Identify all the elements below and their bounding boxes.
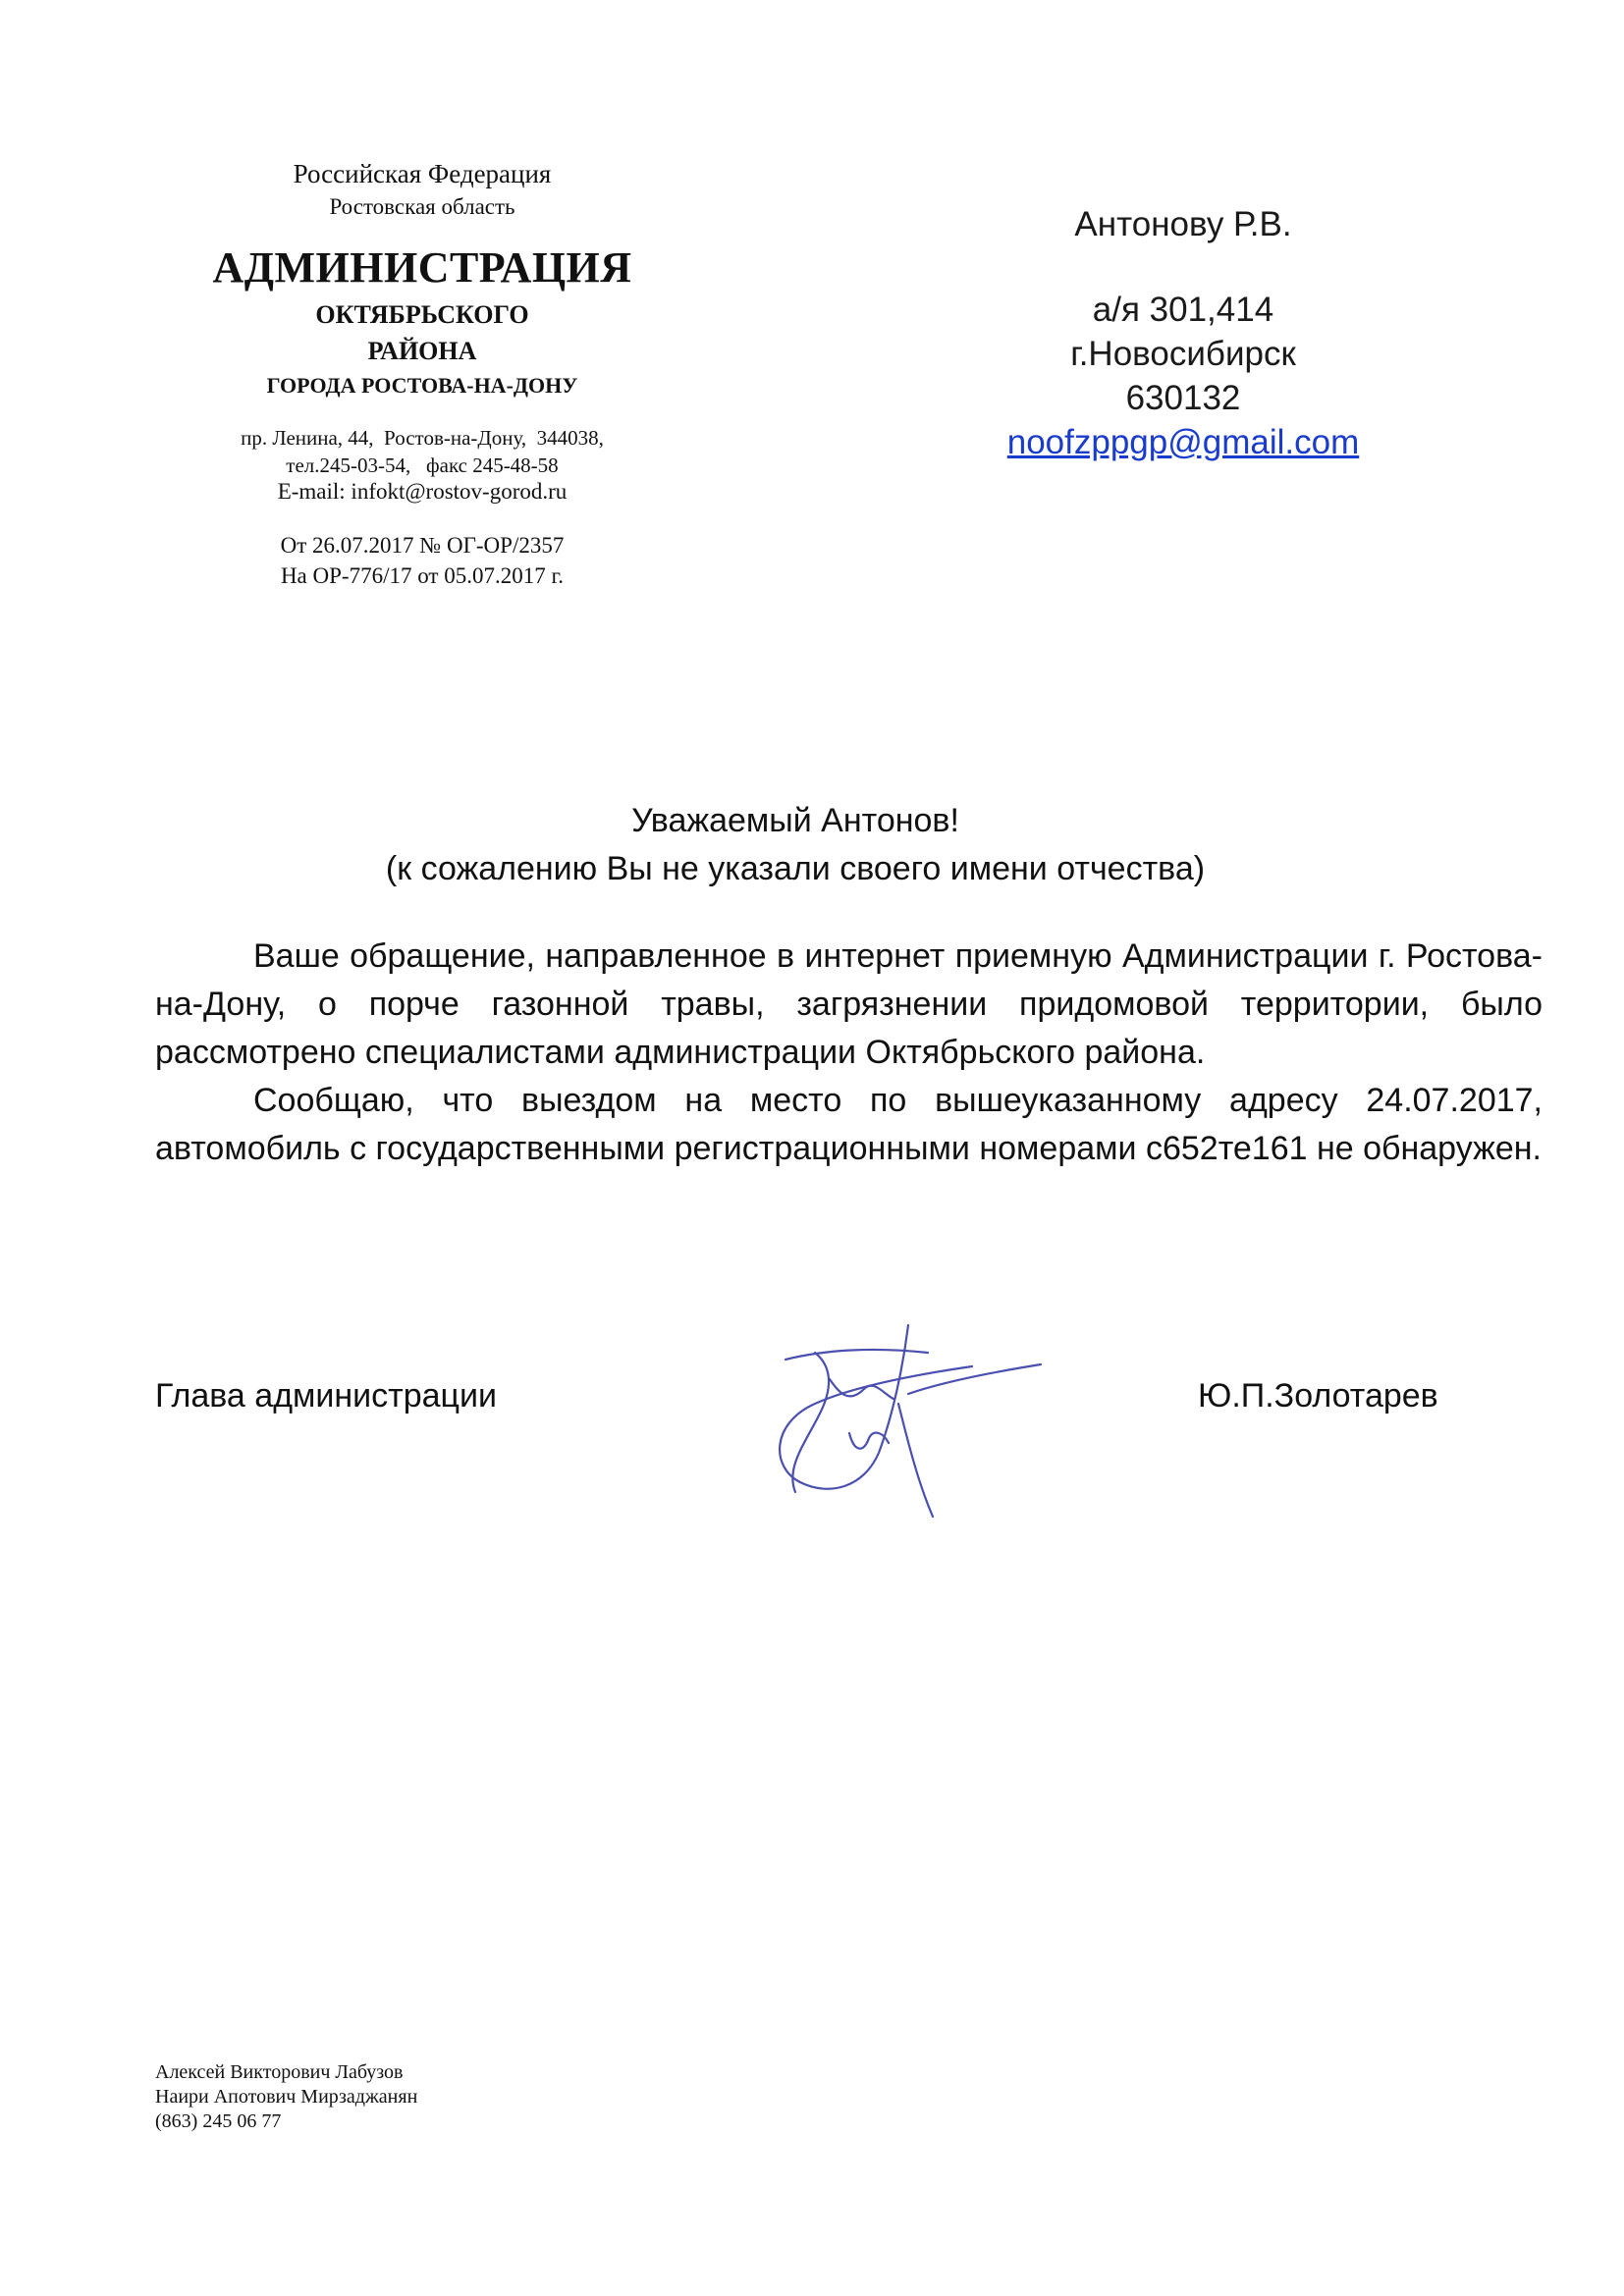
- recipient-email-link[interactable]: noofzppgp@gmail.com: [1006, 423, 1360, 461]
- letterhead-email: E-mail: infokt@rostov-gorod.ru: [277, 479, 568, 504]
- letterhead-reference: [157, 530, 687, 591]
- letterhead-address-line2: тел.245-03-54, факс 245-48-58: [286, 454, 559, 477]
- recipient-city: г.Новосибирск: [1070, 335, 1296, 373]
- letterhead-district-line2: РАЙОНА: [367, 337, 477, 365]
- paragraph-text: Сообщаю, что выездом на место по вышеуказанному адресу 24.07.2017, автомобиль с государственными регистрационными номерами с652те161 не обнаружен.: [155, 1082, 1543, 1167]
- letterhead-org-title: АДМИНИСТРАЦИЯ: [212, 243, 632, 292]
- recipient-po-box: а/я 301,414: [1092, 291, 1274, 329]
- executor-phone: (863) 245 06 77: [155, 2110, 282, 2132]
- letterhead-region: Ростовская область: [329, 194, 515, 219]
- executor-contacts: [155, 2060, 417, 2134]
- letterhead-address-line1: пр. Ленина, 44, Ростов-на-Дону, 344038,: [241, 426, 604, 450]
- handwritten-signature: [746, 1306, 1060, 1531]
- salutation-note: (к сожалению Вы не указали своего имени отчества): [385, 850, 1206, 887]
- recipient-name: Антонову Р.В.: [1074, 205, 1292, 243]
- recipient-postcode: 630132: [1125, 379, 1241, 417]
- body-paragraph-2: [155, 1077, 1543, 1173]
- recipient-address: [913, 288, 1453, 464]
- signatory-name: Ю.П.Золотарев: [1198, 1377, 1438, 1415]
- letterhead-district-line1: ОКТЯБРЬСКОГО: [315, 300, 529, 329]
- body-paragraph-1: [155, 933, 1543, 1077]
- reference-outgoing: От 26.07.2017 № ОГ-ОР/2357: [280, 533, 565, 558]
- paragraph-text: Ваше обращение, направленное в интернет приемную Администрации г. Ростова-на-Дону, о порче газонной травы, загрязнении придомовой территории, было рассмотрено специалистами администрации Октябрьского района.: [155, 937, 1543, 1071]
- executor-name-1: Алексей Викторович Лабузов: [155, 2061, 404, 2083]
- reference-incoming: На ОР-776/17 от 05.07.2017 г.: [280, 563, 565, 588]
- letterhead-country: Российская Федерация: [293, 159, 552, 188]
- salutation-greeting: Уважаемый Антонов!: [631, 802, 959, 839]
- letterhead-address: [157, 424, 687, 479]
- signatory-role: Глава администрации: [155, 1377, 498, 1415]
- letterhead-city: ГОРОДА РОСТОВА-НА-ДОНУ: [266, 373, 578, 398]
- executor-name-2: Наири Апотович Мирзаджанян: [155, 2086, 418, 2108]
